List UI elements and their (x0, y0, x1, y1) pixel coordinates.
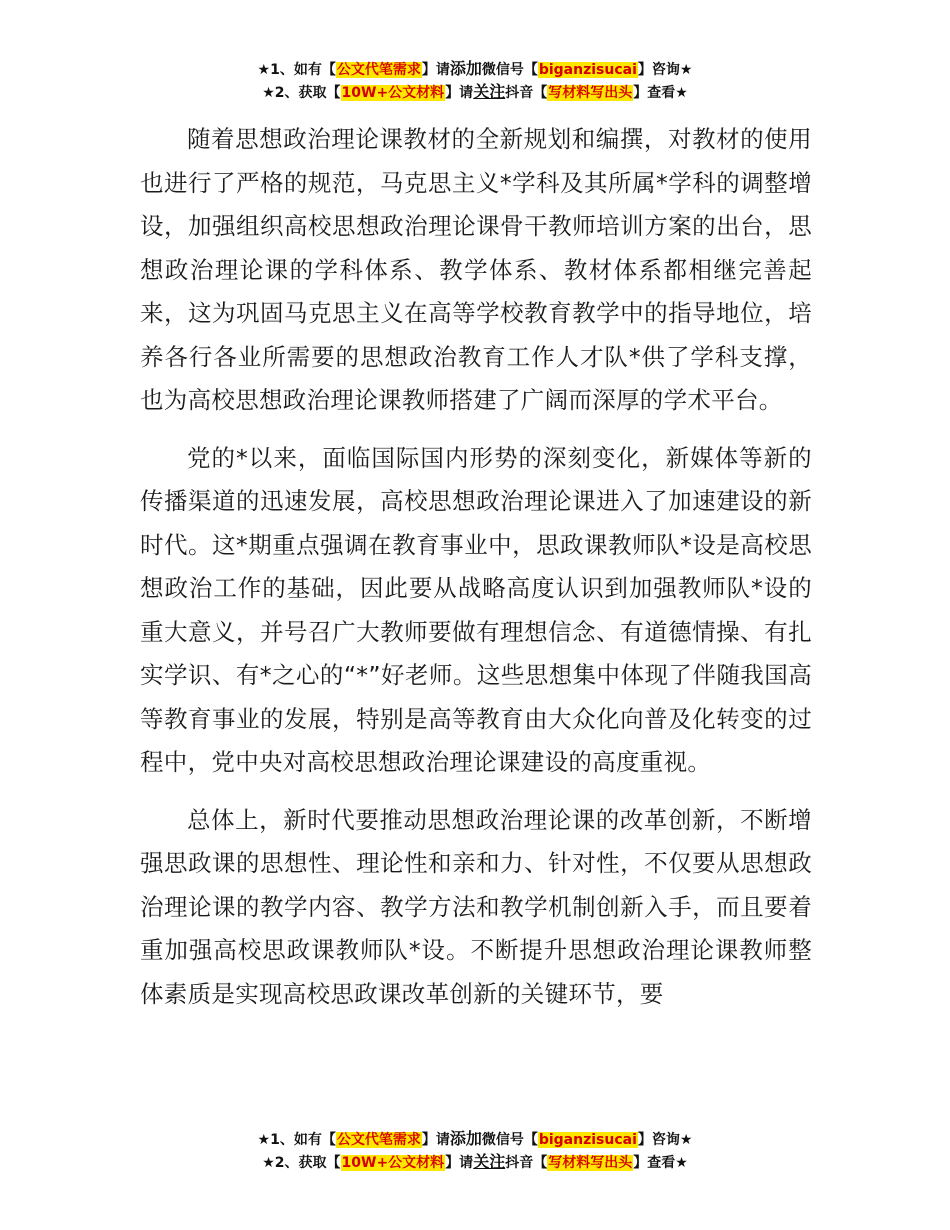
header-line-1 (0, 58, 950, 81)
header-highlight-wechat-id: biganzisucai (538, 62, 637, 78)
star-icon: ★ (679, 1132, 693, 1148)
footer-line-1-emph: 添加 (449, 1129, 482, 1148)
header-line-2-prefix: 2、获取【 (274, 85, 341, 101)
star-icon: ★ (262, 1155, 275, 1171)
star-icon: ★ (257, 62, 271, 78)
footer-line-1-suffix: 】咨询 (637, 1132, 680, 1148)
header-line-1-prefix: 1、如有【 (270, 62, 336, 78)
footer-line-2-suffix: 】查看 (633, 1155, 676, 1171)
footer-line-2 (0, 1151, 950, 1174)
footer-line-1-mid2: 微信号【 (481, 1132, 538, 1148)
footer-banner (0, 1128, 950, 1174)
header-line-2 (0, 81, 950, 104)
header-line-2-emph: 关注 (473, 82, 506, 101)
document-body (140, 118, 812, 1016)
star-icon: ★ (679, 62, 693, 78)
header-highlight-materials: 10W+公文材料 (341, 85, 445, 101)
footer-line-1-prefix: 1、如有【 (270, 1132, 336, 1148)
star-icon: ★ (675, 85, 688, 101)
header-line-1-mid2: 微信号【 (481, 62, 538, 78)
paragraph-2: 党的*以来，面临国际国内形势的深刻变化，新媒体等新的传播渠道的迅速发展，高校思想政治理论课进入了加速建设的新时代。这*期重点强调在教育事业中，思政课教师队*设是高校思想政治工作的基础，因此要从战略高度认识到加强教师队*设的重大意义，并号召广大教师要做有理想信念、有道德情操、有扎实学识、有*之心的“*”好老师。这些思想集中体现了伴随我国高等教育事业的发展，特别是高等教育由大众化向普及化转变的过程中，党中央对高校思想政治理论课建设的高度重视。 (140, 443, 812, 776)
header-highlight-douyin: 写材料写出头 (548, 85, 633, 101)
footer-line-1-mid1: 】请 (421, 1132, 450, 1148)
header-line-1-mid1: 】请 (421, 62, 450, 78)
footer-highlight-wechat-id: biganzisucai (538, 1132, 637, 1148)
footer-highlight-douyin: 写材料写出头 (548, 1155, 633, 1171)
star-icon: ★ (262, 85, 275, 101)
header-banner (0, 58, 950, 104)
footer-line-2-prefix: 2、获取【 (274, 1155, 341, 1171)
star-icon: ★ (257, 1132, 271, 1148)
footer-highlight-ghostwriting: 公文代笔需求 (336, 1132, 421, 1148)
footer-line-2-mid2: 抖音【 (505, 1155, 548, 1171)
footer-line-2-mid1: 】请 (445, 1155, 474, 1171)
footer-line-1 (0, 1128, 950, 1151)
header-highlight-ghostwriting: 公文代笔需求 (336, 62, 421, 78)
header-line-1-suffix: 】咨询 (637, 62, 680, 78)
header-line-2-mid1: 】请 (445, 85, 474, 101)
header-line-2-suffix: 】查看 (633, 85, 676, 101)
header-line-2-mid2: 抖音【 (505, 85, 548, 101)
footer-line-2-emph: 关注 (473, 1152, 506, 1171)
paragraph-3: 总体上，新时代要推动思想政治理论课的改革创新，不断增强思政课的思想性、理论性和亲和力、针对性，不仅要从思想政治理论课的教学内容、教学方法和教学机制创新入手，而且要着重加强高校思政课教师队*设。不断提升思想政治理论课教师整体素质是实现高校思政课改革创新的关键环节，要 (140, 805, 812, 1008)
paragraph-1: 随着思想政治理论课教材的全新规划和编撰，对教材的使用也进行了严格的规范，马克思主义*学科及其所属*学科的调整增设，加强组织高校思想政治理论课骨干教师培训方案的出台，思想政治理论课的学科体系、教学体系、教材体系都相继完善起来，这为巩固马克思主义在高等学校教育教学中的指导地位，培养各行各业所需要的思想政治教育工作人才队*供了学科支撑，也为高校思想政治理论课教师搭建了广阔而深厚的学术平台。 (140, 125, 812, 414)
footer-highlight-materials: 10W+公文材料 (341, 1155, 445, 1171)
header-line-1-emph: 添加 (449, 59, 482, 78)
star-icon: ★ (675, 1155, 688, 1171)
